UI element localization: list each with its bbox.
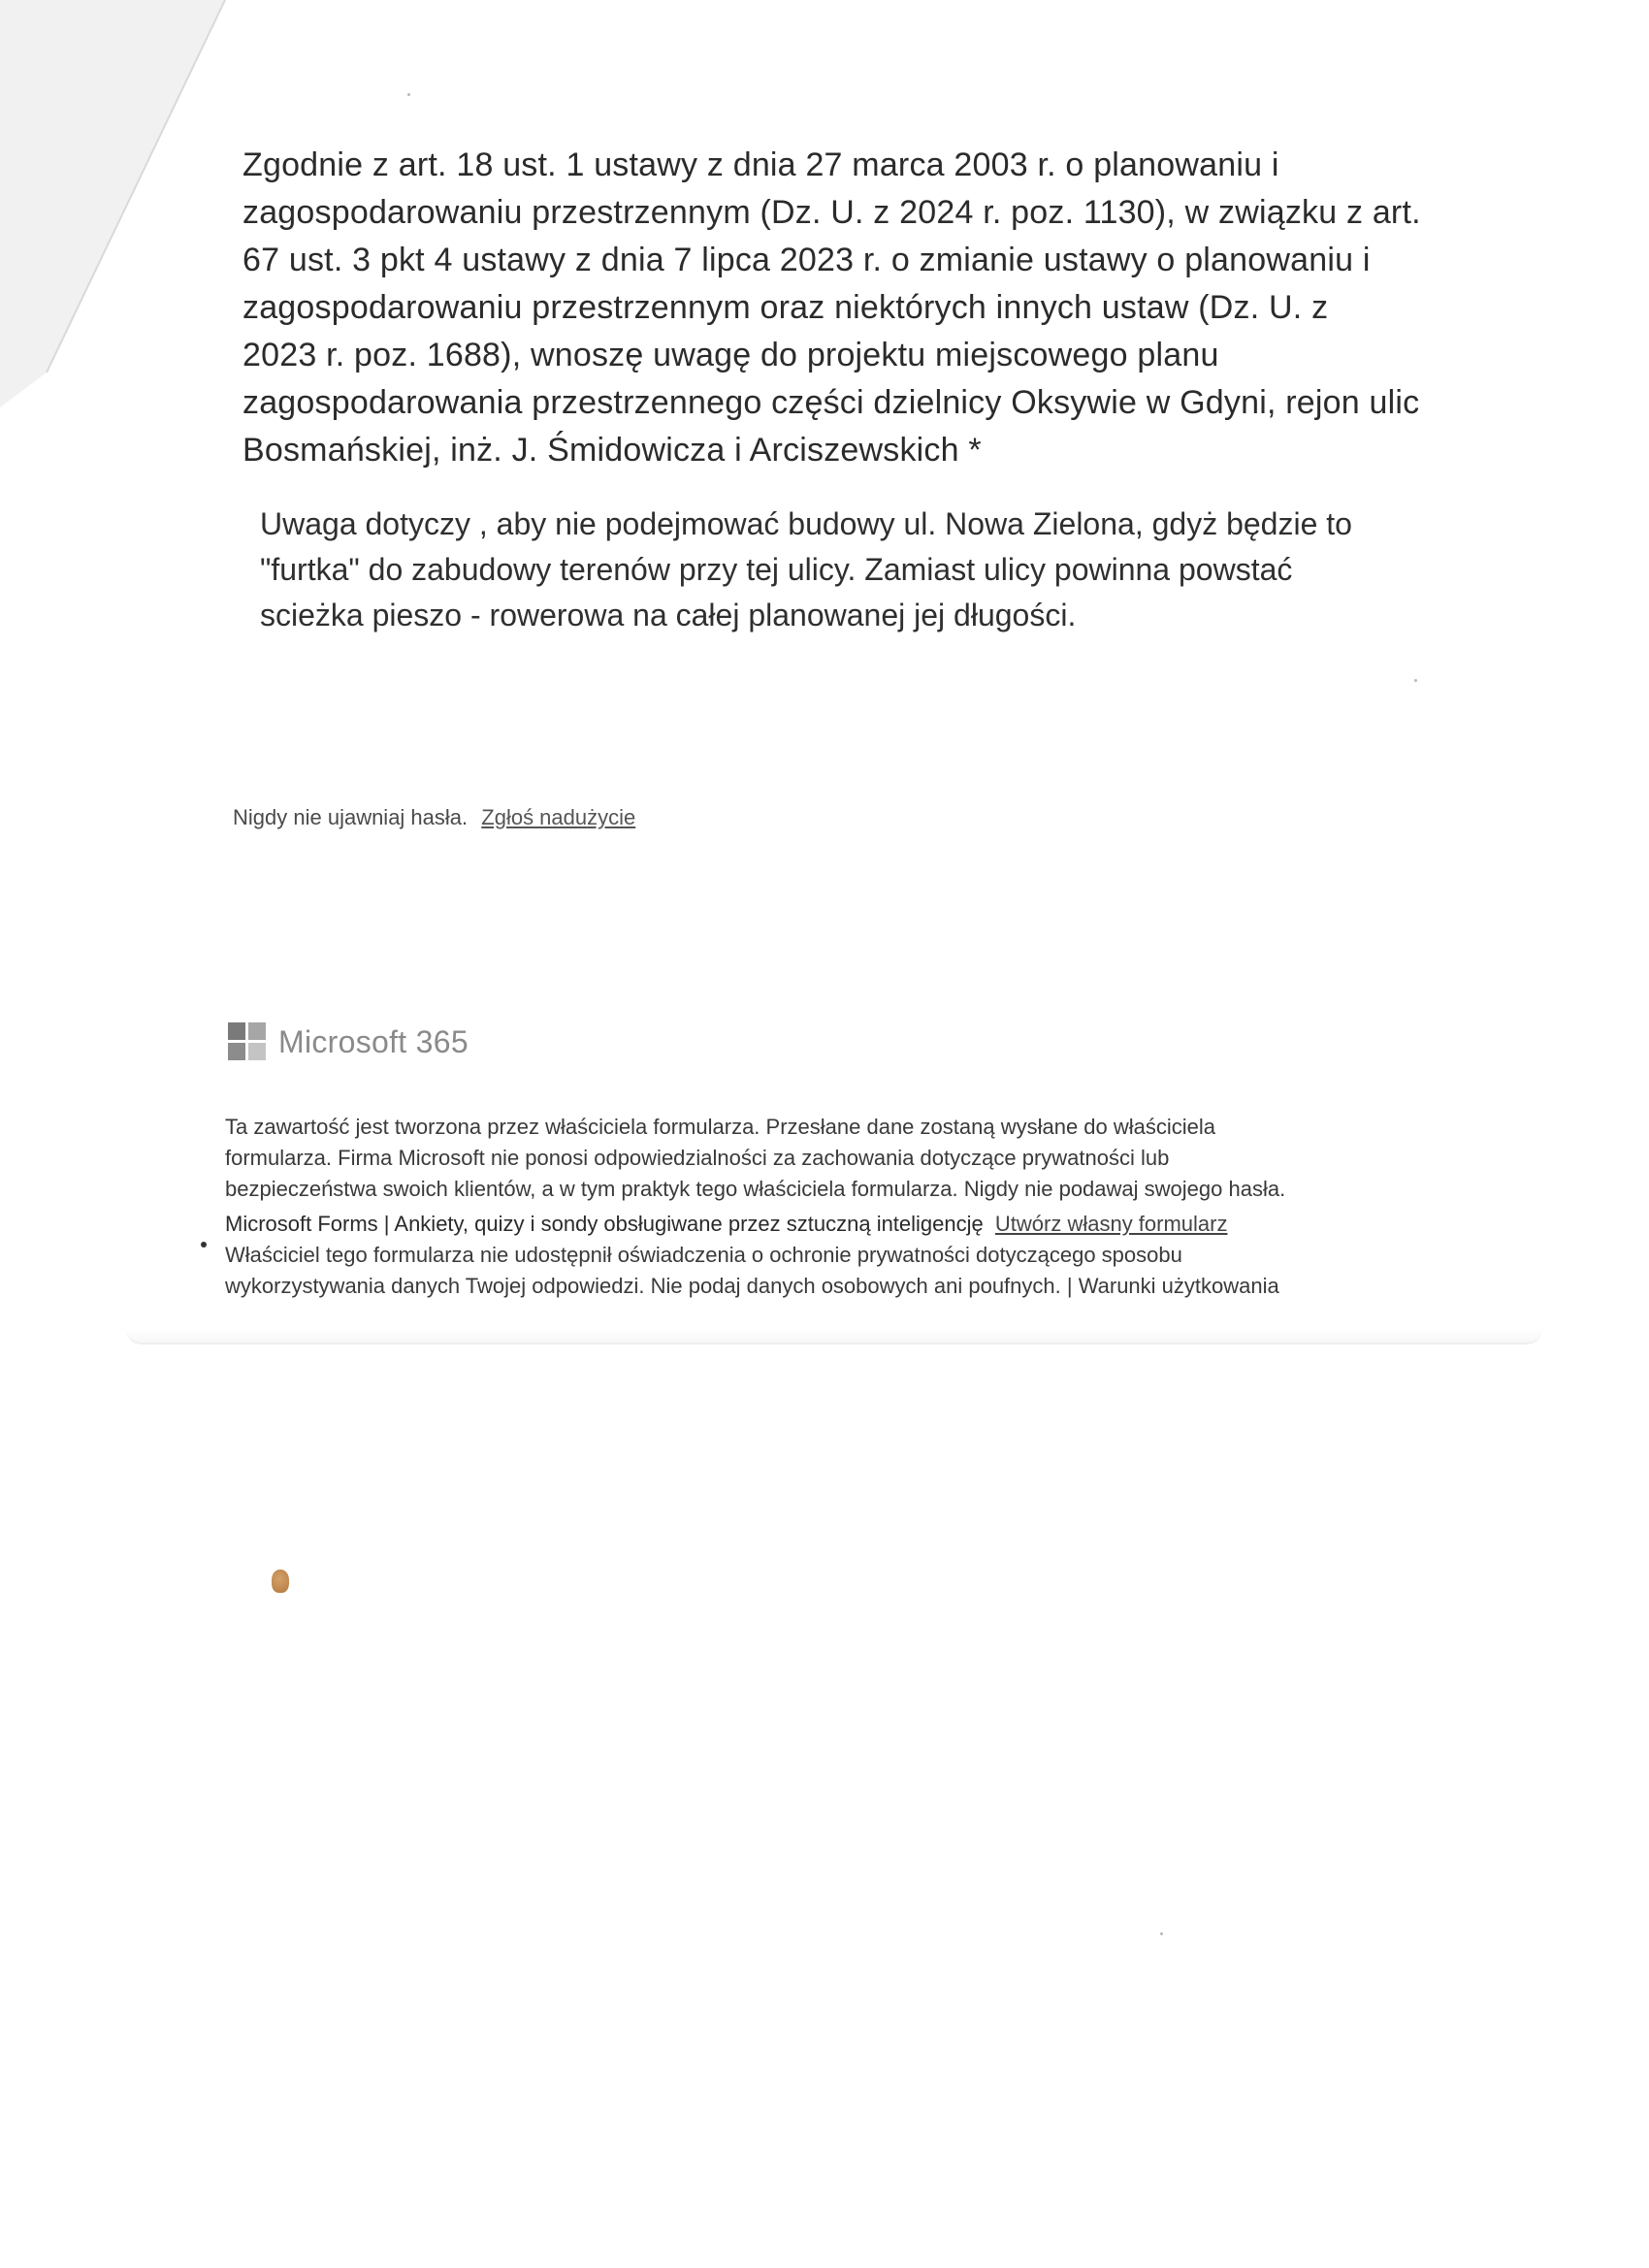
answer-line: "furtka" do zabudowy terenów przy tej ulicy. Zamiast ulicy powinna powstać <box>260 552 1293 587</box>
answer-text <box>260 502 1463 638</box>
question-line: 67 ust. 3 pkt 4 ustawy z dnia 7 lipca 2023 r. o zmianie ustawy o planowaniu i <box>242 242 1371 278</box>
privacy-line: Właściciel tego formularza nie udostępnił oświadczenia o ochronie prywatności dotyczącego sposobu <box>225 1243 1182 1267</box>
report-abuse-link[interactable]: Zgłoś nadużycie <box>481 805 636 829</box>
disclaimer-line: bezpieczeństwa swoich klientów, a w tym praktyk tego właściciela formularza. Nigdy nie podawaj swojego hasła. <box>225 1177 1286 1201</box>
microsoft-logo-icon <box>228 1022 267 1061</box>
password-warning <box>233 805 635 830</box>
answer-line: scieżka pieszo - rowerowa na całej planowanej jej długości. <box>260 598 1077 632</box>
forms-label: Microsoft Forms | Ankiety, quizy i sondy obsługiwane przez sztuczną inteligencję <box>225 1212 984 1236</box>
question-line: Zgodnie z art. 18 ust. 1 ustawy z dnia 27 marca 2003 r. o planowaniu i <box>242 146 1279 183</box>
forms-line <box>225 1209 1486 1240</box>
question-line: zagospodarowaniu przestrzennym oraz niektórych innych ustaw (Dz. U. z <box>242 289 1329 326</box>
logo-square <box>228 1043 245 1060</box>
answer-line: Uwaga dotyczy , aby nie podejmować budowy ul. Nowa Zielona, gdyż będzie to <box>260 506 1352 541</box>
brand <box>228 1022 469 1061</box>
paper-speck <box>407 93 410 96</box>
logo-square <box>228 1022 245 1040</box>
question-line: Bosmańskiej, inż. J. Śmidowicza i Arciszewskich * <box>242 432 982 469</box>
card-bottom-edge <box>126 1329 1542 1345</box>
paper-speck <box>1160 1932 1163 1935</box>
create-form-link[interactable]: Utwórz własny formularz <box>994 1212 1228 1236</box>
logo-square <box>248 1022 266 1040</box>
disclaimer-line: Ta zawartość jest tworzona przez właściciela formularza. Przesłane dane zostaną wysłane do właściciela <box>225 1115 1216 1139</box>
brand-name: Microsoft 365 <box>278 1023 469 1059</box>
scan-corner-shadow <box>0 0 233 407</box>
footer-disclaimer <box>225 1112 1486 1302</box>
bullet-dot <box>201 1242 207 1247</box>
disclaimer-line: formularza. Firma Microsoft nie ponosi odpowiedzialności za zachowania dotyczące prywatności lub <box>225 1146 1170 1170</box>
privacy-line: wykorzystywania danych Twojej odpowiedzi. Nie podaj danych osobowych ani poufnych. | Warunki użytkowania <box>225 1274 1279 1298</box>
question-line: zagospodarowaniu przestrzennym (Dz. U. z 2024 r. poz. 1130), w związku z art. <box>242 194 1421 231</box>
paper-speck <box>1414 679 1417 682</box>
paper-stain <box>272 1570 289 1593</box>
password-warning-text: Nigdy nie ujawniaj hasła. <box>233 805 469 829</box>
logo-square <box>248 1043 266 1060</box>
question-text <box>242 142 1484 474</box>
question-line: 2023 r. poz. 1688), wnoszę uwagę do projektu miejscowego planu <box>242 337 1219 373</box>
question-line: zagospodarowania przestrzennego części dzielnicy Oksywie w Gdyni, rejon ulic <box>242 384 1420 421</box>
